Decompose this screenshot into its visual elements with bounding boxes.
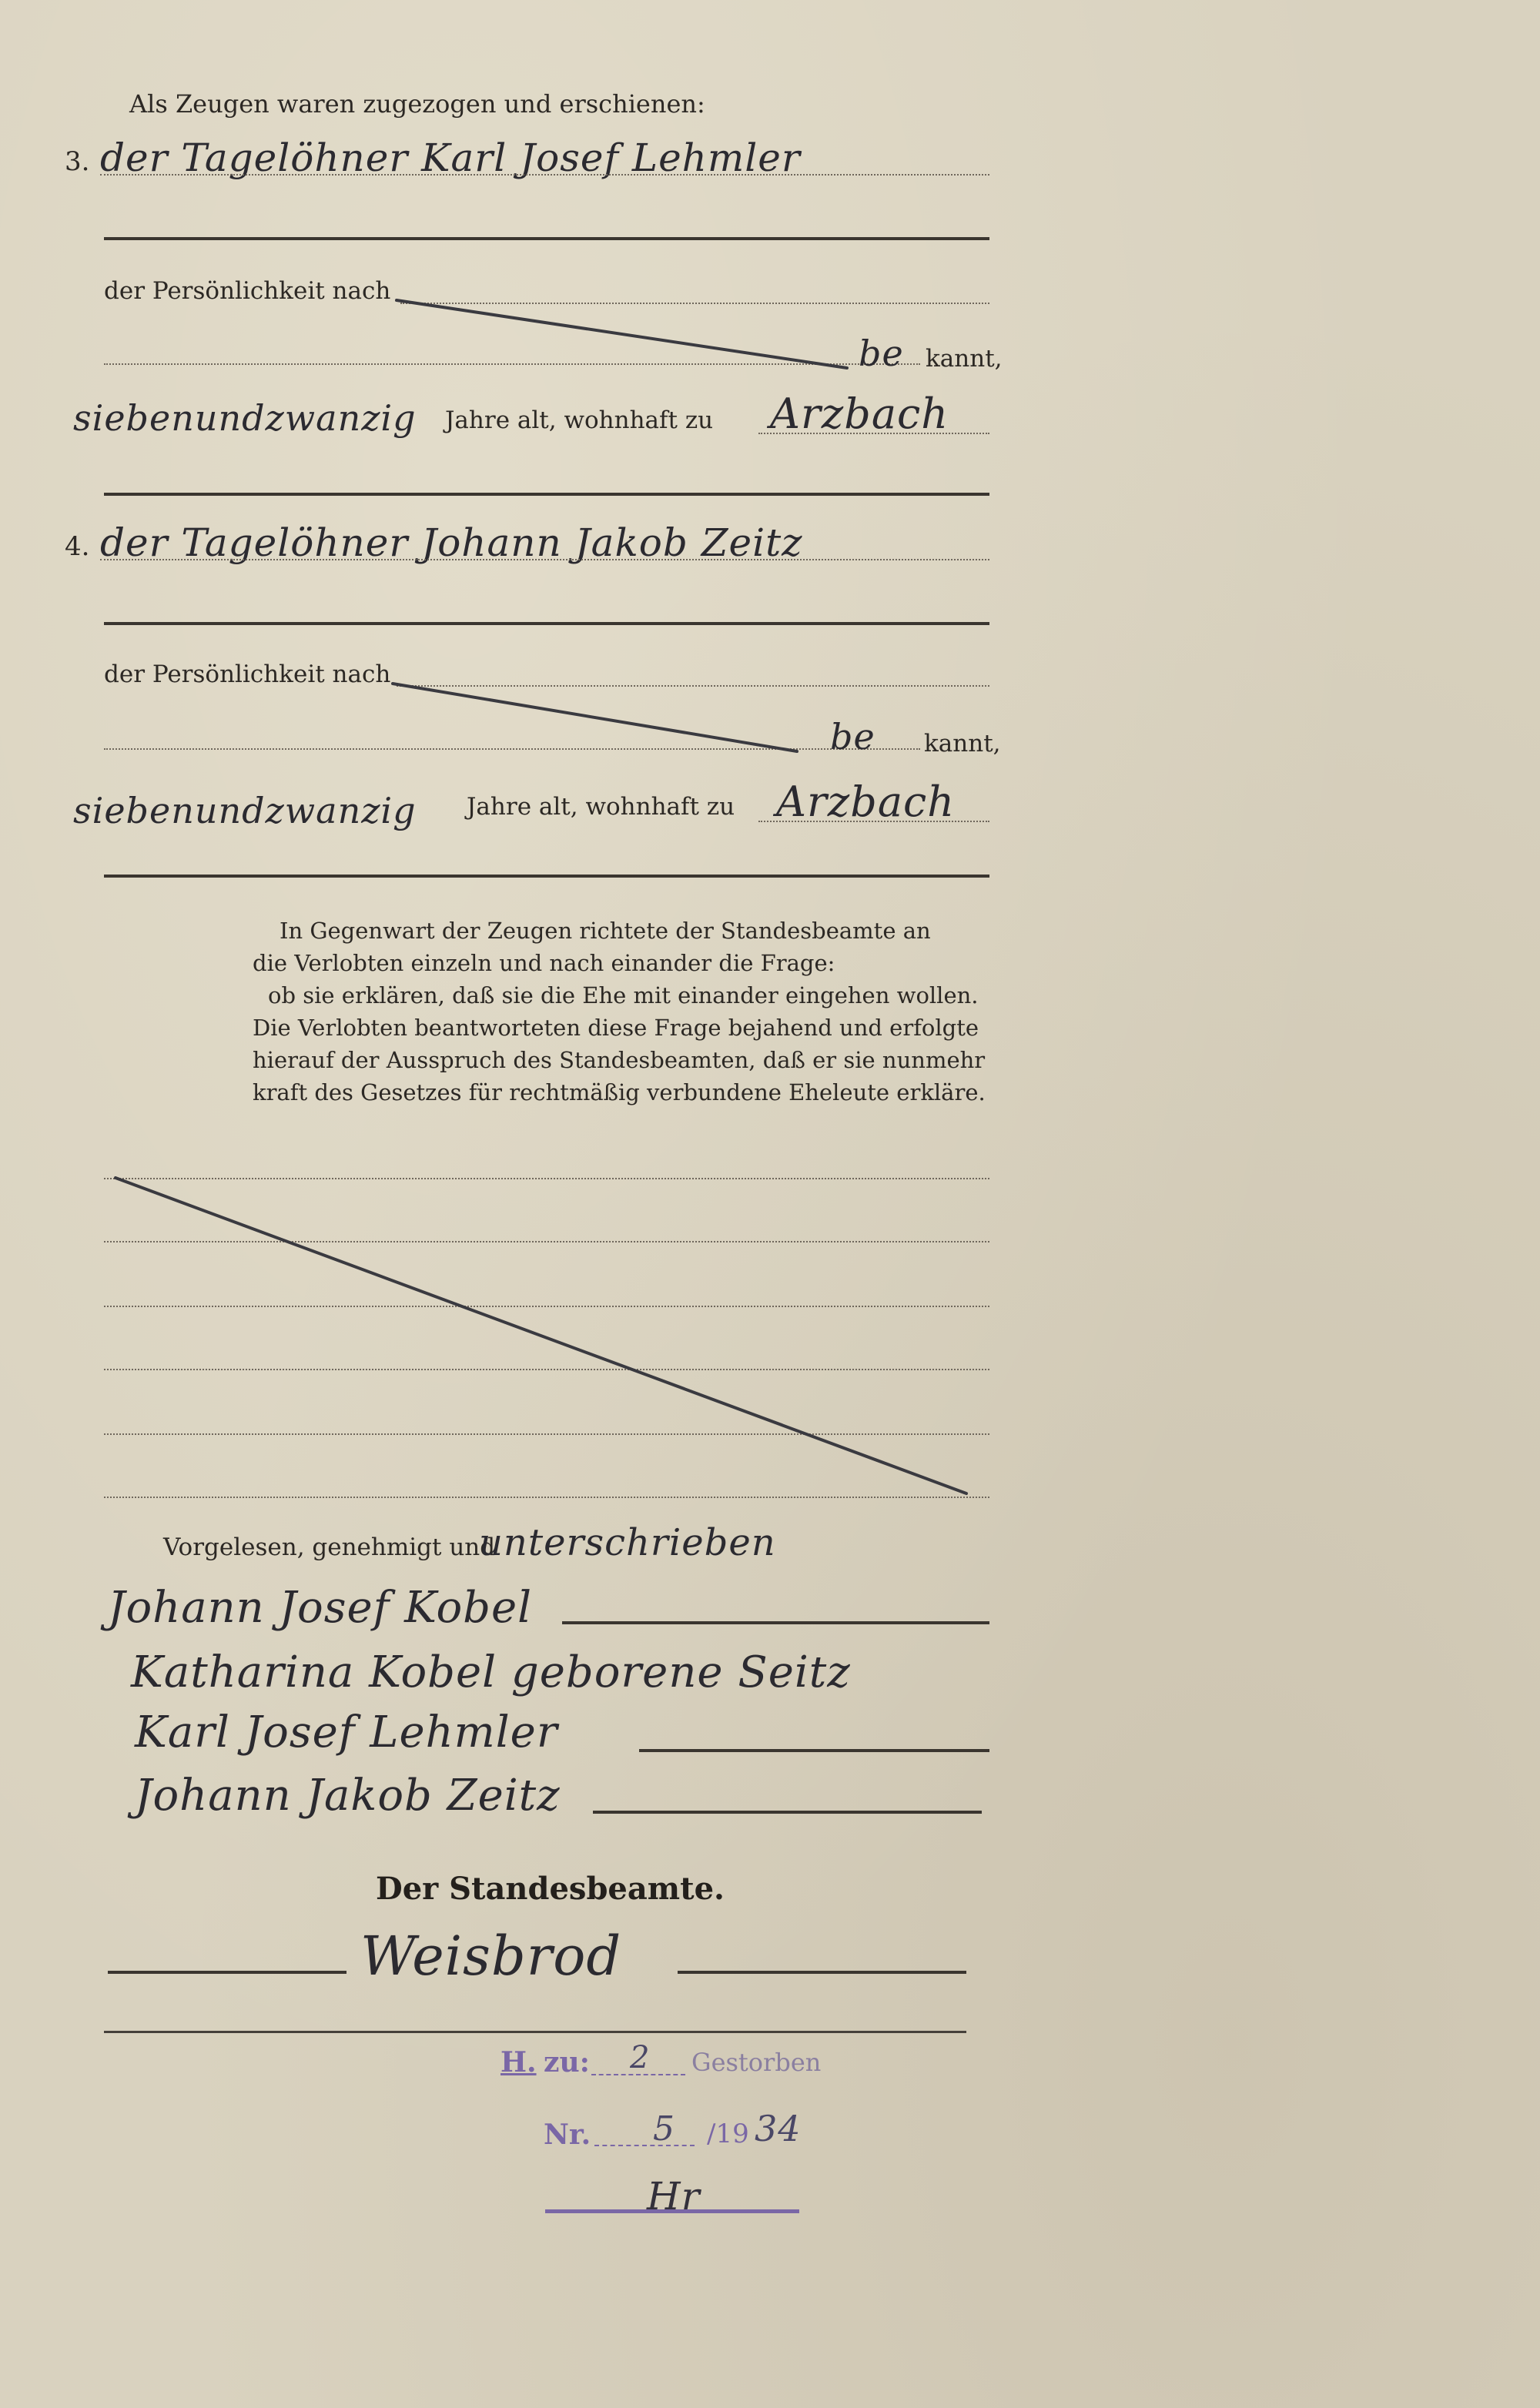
witness-4-identity-label: der Persönlichkeit nach bbox=[104, 661, 391, 688]
blank-block-strike-line bbox=[116, 1178, 966, 1493]
witness-3-age: siebenundzwanzig bbox=[73, 397, 417, 439]
signature-line: Katharina Kobel geborene Seitz bbox=[131, 1647, 851, 1697]
stamp-word: Gestorben bbox=[691, 2048, 822, 2077]
registrar-rule-right bbox=[678, 1971, 966, 1974]
witness-3-residence: Arzbach bbox=[770, 390, 949, 438]
witness-4-name: der Tagelöhner Johann Jakob Zeitz bbox=[100, 520, 803, 565]
witness-3-strike-line bbox=[397, 300, 847, 368]
declaration-line: Die Verlobten beantworteten diese Frage bejahend und erfolgte bbox=[253, 1015, 979, 1041]
witness-4-strike-line bbox=[393, 684, 797, 751]
registrar-signature: Weisbrod bbox=[360, 1925, 622, 1988]
signature-rule bbox=[593, 1811, 982, 1814]
stamp-h-label: H. bbox=[500, 2046, 537, 2079]
witness-3-number: 3. bbox=[65, 146, 90, 177]
stamp-year-prefix: /19 bbox=[707, 2119, 749, 2149]
signature-line: Johann Jakob Zeitz bbox=[135, 1771, 561, 1821]
stamp-nr-label: Nr. bbox=[544, 2119, 591, 2151]
witnesses-header: Als Zeugen waren zugezogen und erschienen: bbox=[129, 89, 705, 119]
closing-rule bbox=[104, 2031, 966, 2033]
stamp-number-line bbox=[591, 2074, 685, 2075]
stamp-number: 2 bbox=[630, 2040, 651, 2075]
witness-3-age-label: Jahre alt, wohnhaft zu bbox=[445, 406, 714, 434]
witness-3-name: der Tagelöhner Karl Josef Lehmler bbox=[100, 135, 801, 180]
stamp-zu-label: zu: bbox=[544, 2046, 590, 2079]
witness-4-number: 4. bbox=[65, 531, 90, 562]
witness-4-known: be bbox=[830, 716, 875, 758]
read-approved-label: Vorgelesen, genehmigt und bbox=[163, 1533, 496, 1561]
declaration-line: In Gegenwart der Zeugen richtete der Standesbeamte an bbox=[280, 918, 931, 944]
witness-4-residence: Arzbach bbox=[776, 778, 956, 826]
stamp-underline bbox=[545, 2209, 799, 2213]
declaration-line: hierauf der Ausspruch des Standesbeamten, daß er sie nunmehr bbox=[253, 1047, 986, 1073]
witness-4-age-label: Jahre alt, wohnhaft zu bbox=[467, 793, 735, 821]
witness-3-known-suffix: kannt, bbox=[926, 345, 1003, 373]
signature-rule bbox=[562, 1621, 989, 1624]
signature-line: Karl Josef Lehmler bbox=[135, 1707, 558, 1758]
registrar-title: Der Standesbeamte. bbox=[376, 1871, 725, 1907]
witness-4-known-suffix: kannt, bbox=[924, 730, 1001, 758]
stamp-nr-value: 5 bbox=[653, 2109, 675, 2149]
signature-rule bbox=[639, 1749, 989, 1752]
stamp-initials: Hr bbox=[647, 2174, 701, 2219]
declaration-line: die Verlobten einzeln und nach einander die Frage: bbox=[253, 950, 835, 976]
registrar-rule-left bbox=[108, 1971, 346, 1974]
stamp-year-suffix: 34 bbox=[755, 2108, 802, 2149]
witness-4-age: siebenundzwanzig bbox=[73, 790, 417, 831]
signature-line: Johann Josef Kobel bbox=[108, 1583, 533, 1633]
read-approved-handwritten: unterschrieben bbox=[479, 1521, 776, 1564]
declaration-line: kraft des Gesetzes für rechtmäßig verbundene Eheleute erkläre. bbox=[253, 1079, 986, 1105]
declaration-line: ob sie erklären, daß sie die Ehe mit einander eingehen wollen. bbox=[268, 982, 979, 1008]
witness-3-identity-label: der Persönlichkeit nach bbox=[104, 277, 391, 305]
stamp-nr-line bbox=[594, 2145, 695, 2146]
witness-3-known: be bbox=[859, 333, 904, 374]
